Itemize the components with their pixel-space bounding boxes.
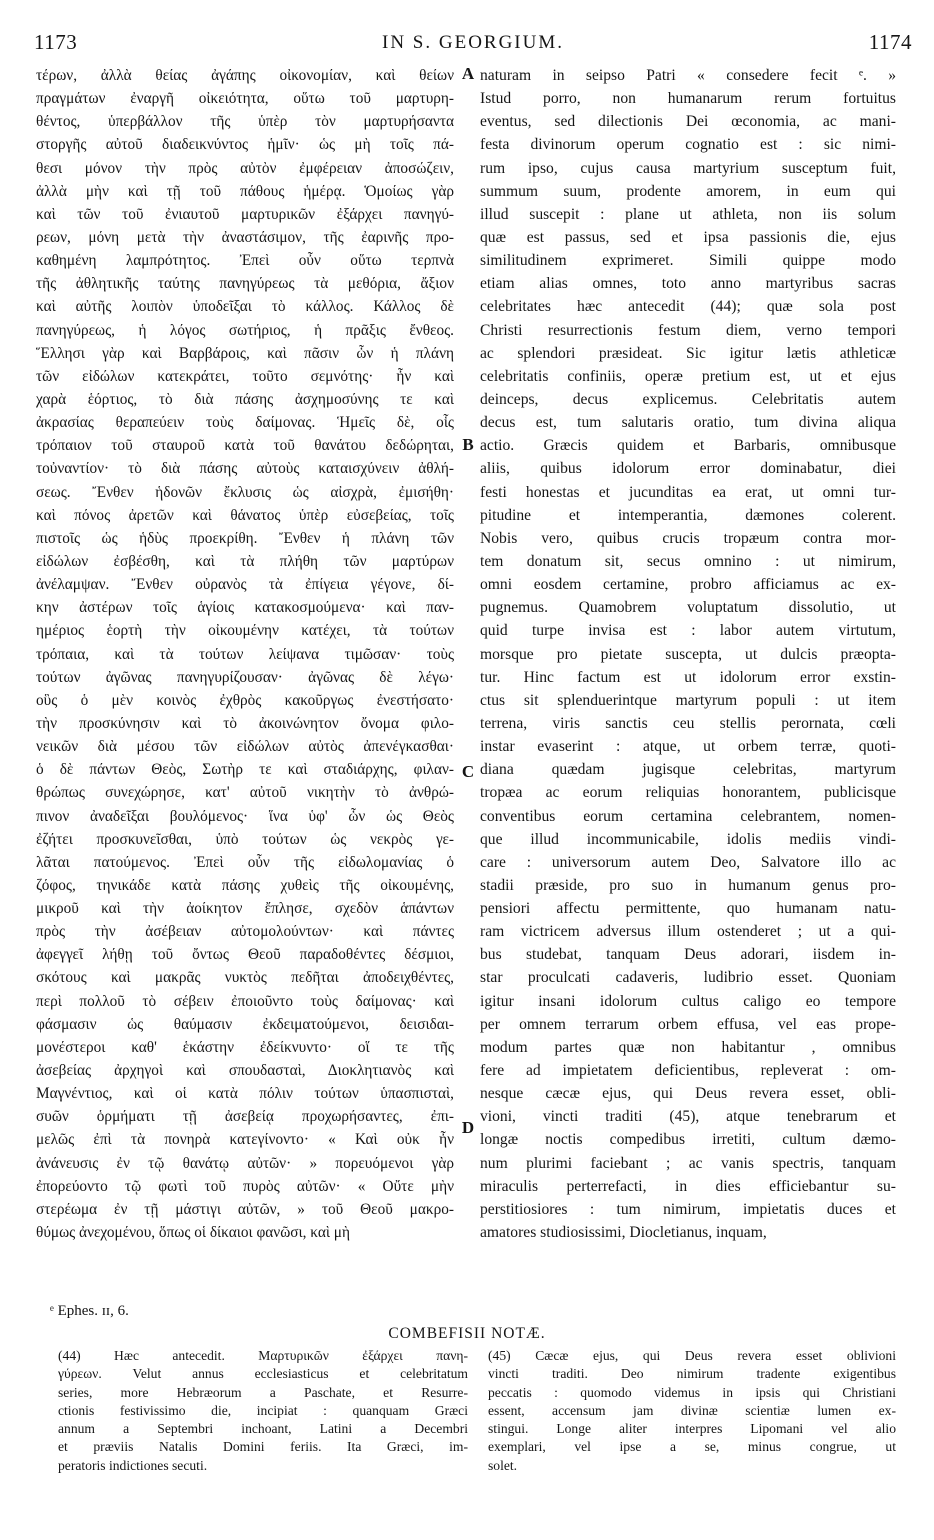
greek-text-line: σκότους καὶ μακρᾶς νυκτὸς πεδῆται ἀποδειχθέντες, — [36, 969, 454, 987]
latin-text-line: vioni, vincti traditi (45), atque tenebrarum et — [480, 1108, 896, 1126]
note-line: (44) Hæc antecedit. Μαρτυρικῶν ἐξάρχει πανη- — [58, 1348, 468, 1363]
latin-text-line: celebritatis confiniis, operæ pretium est, ut et ejus — [480, 367, 896, 385]
greek-text-line: συῶν ὁρμήματι τῇ ἀσεβείᾳ προχωρήσαντες, ἐπι- — [36, 1108, 454, 1126]
greek-text-line: τοὐναντίον· τὸ διὰ πάσης αὐτοὺς καταισχύνειν ἀθλή- — [36, 460, 454, 478]
latin-text-line: festi honestas et jucunditas ea erat, ut omni tur- — [480, 483, 896, 501]
latin-text-line: ram victricem adversus illum ostenderet ; ut a qui- — [480, 923, 896, 941]
note-line: γύρεων. Velut annus ecclesiasticus et celebritatum — [58, 1366, 468, 1382]
latin-text-line: decus est, tum salutaris oratio, tum divina aliqua — [480, 414, 896, 432]
latin-text-line: deinceps, decus explicemus. Celebritatis autem — [480, 390, 896, 408]
latin-text-line: Nobis vero, quibus crucis tropæum contra mor- — [480, 529, 896, 547]
latin-text-line: longæ noctis compedibus irretiti, cultum dæmo- — [480, 1131, 896, 1149]
latin-text-line: tem donatum sit, secus omnino : ut nimirum, — [480, 552, 896, 570]
greek-text-line: ἀνάνευσις ἐν τῷ θανάτῳ αὐτῶν· » πορευόμενοι γὰρ — [36, 1154, 454, 1172]
greek-text-line: ἐζήτει προσκυνεῖσθαι, ὑπὸ τούτων ὡς νεκρὸς γε- — [36, 830, 454, 848]
note-line: peratoris indictiones secuti. — [58, 1457, 208, 1473]
latin-text-line: nesque cæcæ ejus, qui Deus revera esset, obli- — [480, 1085, 896, 1103]
greek-text-line: ρεων, μόνη μετὰ τὴν ἀναστάσιμον, τῆς ἐαρινῆς προ- — [36, 228, 454, 246]
notes-title: COMBEFISII NOTÆ. — [388, 1325, 546, 1342]
latin-text-line: num plurimi faciebant ; ac vanis spectris, tanquam — [480, 1154, 896, 1172]
latin-text-line: igitur insani idolorum cultus caligo eo tempore — [480, 992, 896, 1010]
latin-text-column — [480, 64, 896, 1244]
latin-text-line: instar evaserint : atque, ut orbem terræ, quoti- — [480, 738, 896, 756]
greek-text-line: θρώπως συνεχώρησε, κατ' αὐτοῦ νικητὴν τὸ ἀνθρώ- — [36, 784, 454, 802]
greek-text-line: θύμως ἀνεχομένου, ὅπως οἱ δίκαιοι φανῶσι, καὶ μὴ — [36, 1224, 351, 1242]
latin-text-line: miraculis perterrefacti, in dies efficiebantur su- — [480, 1177, 896, 1195]
greek-text-line: τέρων, ἀλλὰ θείας ἀγάπης οἰκονομίαν, καὶ θείων — [36, 67, 454, 84]
latin-text-line: quæ est passus, sed et ipsa passionis die, ejus — [480, 228, 896, 246]
latin-text-line: celebritates hæc antecedit (44); quæ sola post — [480, 298, 896, 316]
latin-text-line: illud suscepit : plane ut athleta, non iis solum — [480, 205, 896, 223]
greek-text-line: ζόφος, τηνικάδε κατὰ πάσης χυθεὶς τῆς οἰκουμένης, — [36, 876, 454, 894]
note-line: vincti traditi. Deo nimirum tradente exigentibus — [488, 1366, 896, 1382]
latin-text-line: eventus, sed dilectionis Dei œconomia, ac mani- — [480, 113, 896, 131]
greek-text-line: πιστοῖς ὡς ἡδὺς προεκρίθη. Ἔνθεν ἡ πλάνη τῶν — [36, 529, 454, 547]
greek-text-line: μικροῦ καὶ τὴν ἀοίκητον ἔπλησε, σχεδὸν ἁπάντων — [36, 900, 454, 918]
greek-text-line: πραγμάτων ἐναργῆ οἰκειότητα, οὕτω τοῦ μαρτυρη- — [36, 90, 454, 108]
greek-text-line: τρόπαια, καὶ τὰ τούτων λείψανα τιμῶσαν· τοὺς — [36, 645, 454, 663]
note-line: ctionis festivissimo die, incipiat : quanquam Græci — [58, 1402, 468, 1418]
latin-text-line: ctus sit splenduerintque martyrum populi : ut item — [480, 691, 896, 709]
latin-text-line: fere ad impietatem deficientibus, repleverat : om- — [480, 1062, 896, 1080]
note-line: solet. — [488, 1457, 518, 1473]
greek-text-line: ὁ δὲ πάντων Θεὸς, Σωτὴρ τε καὶ σταδιάρχης, φιλαν- — [36, 761, 454, 779]
latin-text-line: naturam in seipso Patri « consedere fecit ᵉ. » — [480, 67, 896, 84]
margin-letter-a: A — [461, 64, 475, 83]
greek-text-line: περὶ πολλοῦ τὸ σέβειν ἐποιοῦντο τοὺς δαίμονας· καὶ — [36, 992, 454, 1010]
greek-text-line: ἐπορεύοντο τῷ φωτὶ τοῦ πυρὸς αὐτῶν· « Οὔτε μὴν — [36, 1177, 454, 1195]
greek-text-line: ἀλλὰ μὴν καὶ τῇ τοῦ πάθους ἡμέρᾳ. Ὁμοίως γὰρ — [36, 182, 454, 200]
latin-text-line: aliis, quibus idolorum error dominabatur, diei — [480, 460, 896, 478]
note-line: et præviis Natalis Domini feriis. Ita Græci, im- — [58, 1439, 468, 1455]
greek-text-line: τρόπαιον τοῦ σταυροῦ κατὰ τοῦ θανάτου δεδώρηται, — [36, 437, 454, 455]
greek-text-line: μελῶς ἐπὶ τὰ πονηρὰ κατεγίνοντο· « Καὶ οὐκ ἦν — [36, 1131, 454, 1149]
latin-text-line: stadii præside, pro suo in humanum genus pro- — [480, 876, 896, 894]
notes-left-column — [58, 1347, 468, 1475]
latin-text-line: pitudine et intemperantia, dæmones colerent. — [480, 506, 896, 524]
latin-text-line: per omnem terrarum orbem effusa, vel eas prope- — [480, 1015, 896, 1033]
latin-text-line: bus studebat, tanquam Deus adorari, iisdem in- — [480, 946, 896, 964]
greek-text-line: τῶν εἰδώλων κατεκράτει, τοῦτο σεμνότης· ἦν καὶ — [36, 367, 454, 385]
latin-text-line: rum ipso, cujus causa martyrium susceptum fuit, — [480, 159, 896, 177]
greek-text-line: στερέωμα ἐν τῇ μάστιγι αὐτῶν, » τοῦ Θεοῦ μακρο- — [36, 1200, 454, 1218]
greek-text-line: εἰδώλων ἐσβέσθη, καὶ τὰ πλήθη τῶν μαρτύρων — [36, 552, 454, 570]
greek-text-line: καὶ τῶν τοῦ ἐνιαυτοῦ μαρτυρικῶν ἐξάρχει πανηγύ- — [36, 205, 454, 223]
latin-text-line: morsque pro pietate suscepta, ut dulcis præopta- — [480, 645, 896, 663]
note-line: exemplari, vel ipse a se, minus congrue, ut — [488, 1439, 896, 1455]
latin-text-line: modum partes quæ non habitantur , omnibus — [480, 1038, 896, 1056]
note-line: peccatis : quomodo videmus in ipsis qui Christiani — [488, 1384, 896, 1400]
margin-letter-d: D — [461, 1118, 475, 1137]
greek-text-line: ἀσεβείας ἀρχηγοὶ καὶ σπουδασταὶ, Διοκλητιανὸς καὶ — [36, 1062, 454, 1080]
latin-text-line: tur. Hinc factum est ut idolorum error exstin- — [480, 668, 896, 686]
latin-text-line: omni eosdem certamine, probro afficiamus ac ex- — [480, 576, 896, 594]
greek-text-line: κην ἀστέρων τοῖς ἁγίοις κατακοσμούμενα· καὶ παν- — [36, 599, 454, 617]
greek-text-line: καὶ πόνος ἀρετῶν καὶ θάνατος ὑπὲρ εὐσεβείας, τοῖς — [36, 506, 454, 524]
greek-text-line: λᾶται πατούμενος. Ἐπεὶ οὖν τῆς εἰδωλομανίας ὁ — [36, 853, 454, 871]
latin-text-line: care : universorum autem Deo, Salvatore illo ac — [480, 853, 896, 871]
note-line: series, more Hebræorum a Paschate, et Resurre- — [58, 1384, 468, 1400]
greek-text-line: τὴν προσκύνησιν καὶ τὸ ἀκοινώνητον ὄνομα φιλο- — [36, 714, 454, 732]
latin-text-line: diana quædam jugisque celebritas, martyrum — [480, 761, 896, 779]
note-line: annum a Septembri inchoant, Latini a Decembri — [58, 1421, 468, 1437]
margin-letter-c: C — [461, 762, 475, 781]
greek-text-line: ἀφεγγεῖ λήθῃ τοῦ ὄντως Θεοῦ παραδοθέντες δέσμιοι, — [36, 946, 454, 964]
latin-text-line: ac splendori præsideat. Sic igitur lætis athleticæ — [480, 344, 896, 362]
greek-text-line: πρὸς τὴν ἀσέβειαν αὐτομολούντων· καὶ πάντες — [36, 923, 454, 941]
greek-text-line: νεικῶν διὰ μέσου τῶν εἰδώλων αὐτὸς ἀπενέγκασθαι· — [36, 738, 454, 756]
greek-text-line: Ἕλλησι γὰρ καὶ Βαρβάροις, καὶ πᾶσιν ὧν ἡ πλάνη — [36, 344, 454, 362]
greek-text-line: ἀνέλαμψαν. Ἔνθεν οὐρανὸς τὰ ἐπίγεια γέγονε, δί- — [36, 576, 454, 594]
notes-right-column — [488, 1347, 896, 1475]
latin-text-line: que illud incommunicabile, idolis mediis vindi- — [480, 830, 896, 848]
greek-text-line: Μαγνέντιος, καὶ οἱ κατὰ πόλιν τούτων ὑπασπισταὶ, — [36, 1085, 454, 1103]
note-line: (45) Cæcæ ejus, qui Deus revera esset oblivioni — [488, 1348, 896, 1363]
greek-text-line: καθημένη λαμπρότητος. Ἐπεὶ οὖν οὕτω τερπνὰ — [36, 252, 454, 270]
latin-text-line: amatores studiosissimi, Diocletianus, inquam, — [480, 1224, 767, 1242]
margin-letter-b: B — [462, 435, 474, 454]
greek-text-line: χαρὰ ἑόρτιος, τὸ διὰ πάσης ἀσχημοσύνης τε καὶ — [36, 390, 454, 408]
greek-text-line: πινον ἀναδεῖξαι βουλόμενος· ἵνα ὑφ' ὧν ὡς Θεὸς — [36, 807, 454, 825]
greek-text-line: ἀκρασίας θεραπεύειν τοὺς δαίμονας. Ἡμεῖς δὲ, οἷς — [36, 414, 454, 432]
greek-text-line: τῆς ἀθλητικῆς ταύτης πανηγύρεως τὰ μεθόρια, ἄξιον — [36, 275, 454, 293]
latin-text-line: similitudinem exprimeret. Simili quippe modo — [480, 252, 896, 270]
latin-text-line: pensiori affectu permittente, quo humanam natu- — [480, 900, 896, 918]
latin-text-line: festa divinorum operum cognatio est : sic nimi- — [480, 136, 896, 154]
page-number-left: 1173 — [34, 30, 78, 54]
latin-text-line: pugnemus. Quamobrem voluptatum dissolutio, ut — [480, 599, 896, 617]
footnote: ᵉ Ephes. ɪɪ, 6. — [50, 1303, 129, 1319]
latin-text-line: summum suum, prodente amorem, in eum qui — [480, 182, 896, 200]
latin-text-line: actio. Græcis quidem et Barbaris, omnibusque — [480, 437, 896, 455]
latin-text-line: quid turpe invisa est : labor autem virtutum, — [480, 622, 896, 640]
page-header — [34, 30, 912, 58]
greek-text-line: φάσμασιν ὡς θαύμασιν ἐκδειματούμενοι, δεισιδαι- — [36, 1015, 454, 1033]
latin-text-line: star proculcati cadaveris, ludibrio esset. Quoniam — [480, 969, 896, 987]
latin-text-line: perstitiosiores : tum nimirum, impietatis duces et — [480, 1200, 896, 1218]
note-line: essent, accensum jam divinæ scientiæ lumen ex- — [488, 1402, 896, 1418]
running-title: IN S. GEORGIUM. — [382, 32, 564, 53]
latin-text-line: etiam alias omnes, toto anno martyribus sacras — [480, 275, 896, 293]
greek-text-line: στοργῆς αὐτοῦ διαδεικνύντος ἡμῖν· ὡς μὴ τοῖς πά- — [36, 136, 454, 154]
greek-text-line: πανηγύρεως, ἡ λόγος σωτήριος, ἡ πρᾶξις ἔνθεος. — [36, 321, 454, 339]
latin-text-line: conventibus eorum certamina celebrantem, nomen- — [480, 807, 896, 825]
latin-text-line: Christi resurrectionis festum diem, verno tempori — [480, 321, 896, 339]
greek-text-line: μονέστεροι καθ' ἑκάστην ἐδείκνυντο· οἵ τε τῆς — [36, 1038, 454, 1056]
greek-text-line: οὓς ὁ μὲν κοινὸς ἐχθρὸς κακοῦργως ἐνεστήσατο· — [36, 691, 454, 709]
latin-text-line: Istud porro, non humanarum rerum fortuitus — [480, 90, 896, 108]
greek-text-line: τούτων ἀγῶνας πανηγυρίζουσαν· ἀγῶνας δὲ λέγω· — [36, 668, 454, 686]
latin-text-line: tropæa ac eorum reliquias honorantem, publicisque — [480, 784, 896, 802]
greek-text-line: θεσι μόνον τὴν πρὸς αὐτὸν ἐμφέρειαν ἀποσώζειν, — [36, 159, 454, 177]
greek-text-line: ημέριος ἑορτὴ τὴν οἰκουμένην κατέχει, τὰ τούτων — [36, 622, 454, 640]
latin-text-line: terrena, viris sanctis ceu stellis perornata, cœli — [480, 714, 896, 732]
greek-text-line: σεως. Ἔνθεν ἡδονῶν ἔκλυσις ὡς αἰσχρὰ, ἐμισήθη· — [36, 483, 454, 501]
greek-text-column — [36, 64, 454, 1244]
greek-text-line: καὶ αὐτῆς λοιπὸν ὑποδεῖξαι τὸ κάλλος. Κάλλος δὲ — [36, 298, 454, 316]
page-number-right: 1174 — [868, 30, 912, 54]
greek-text-line: θέντος, ὑπερβάλλον τῆς ὑπὲρ τὸν μαρτυρήσαντα — [36, 113, 454, 131]
note-line: stingui. Longe aliter interpres Lipomani vel alio — [488, 1421, 896, 1437]
